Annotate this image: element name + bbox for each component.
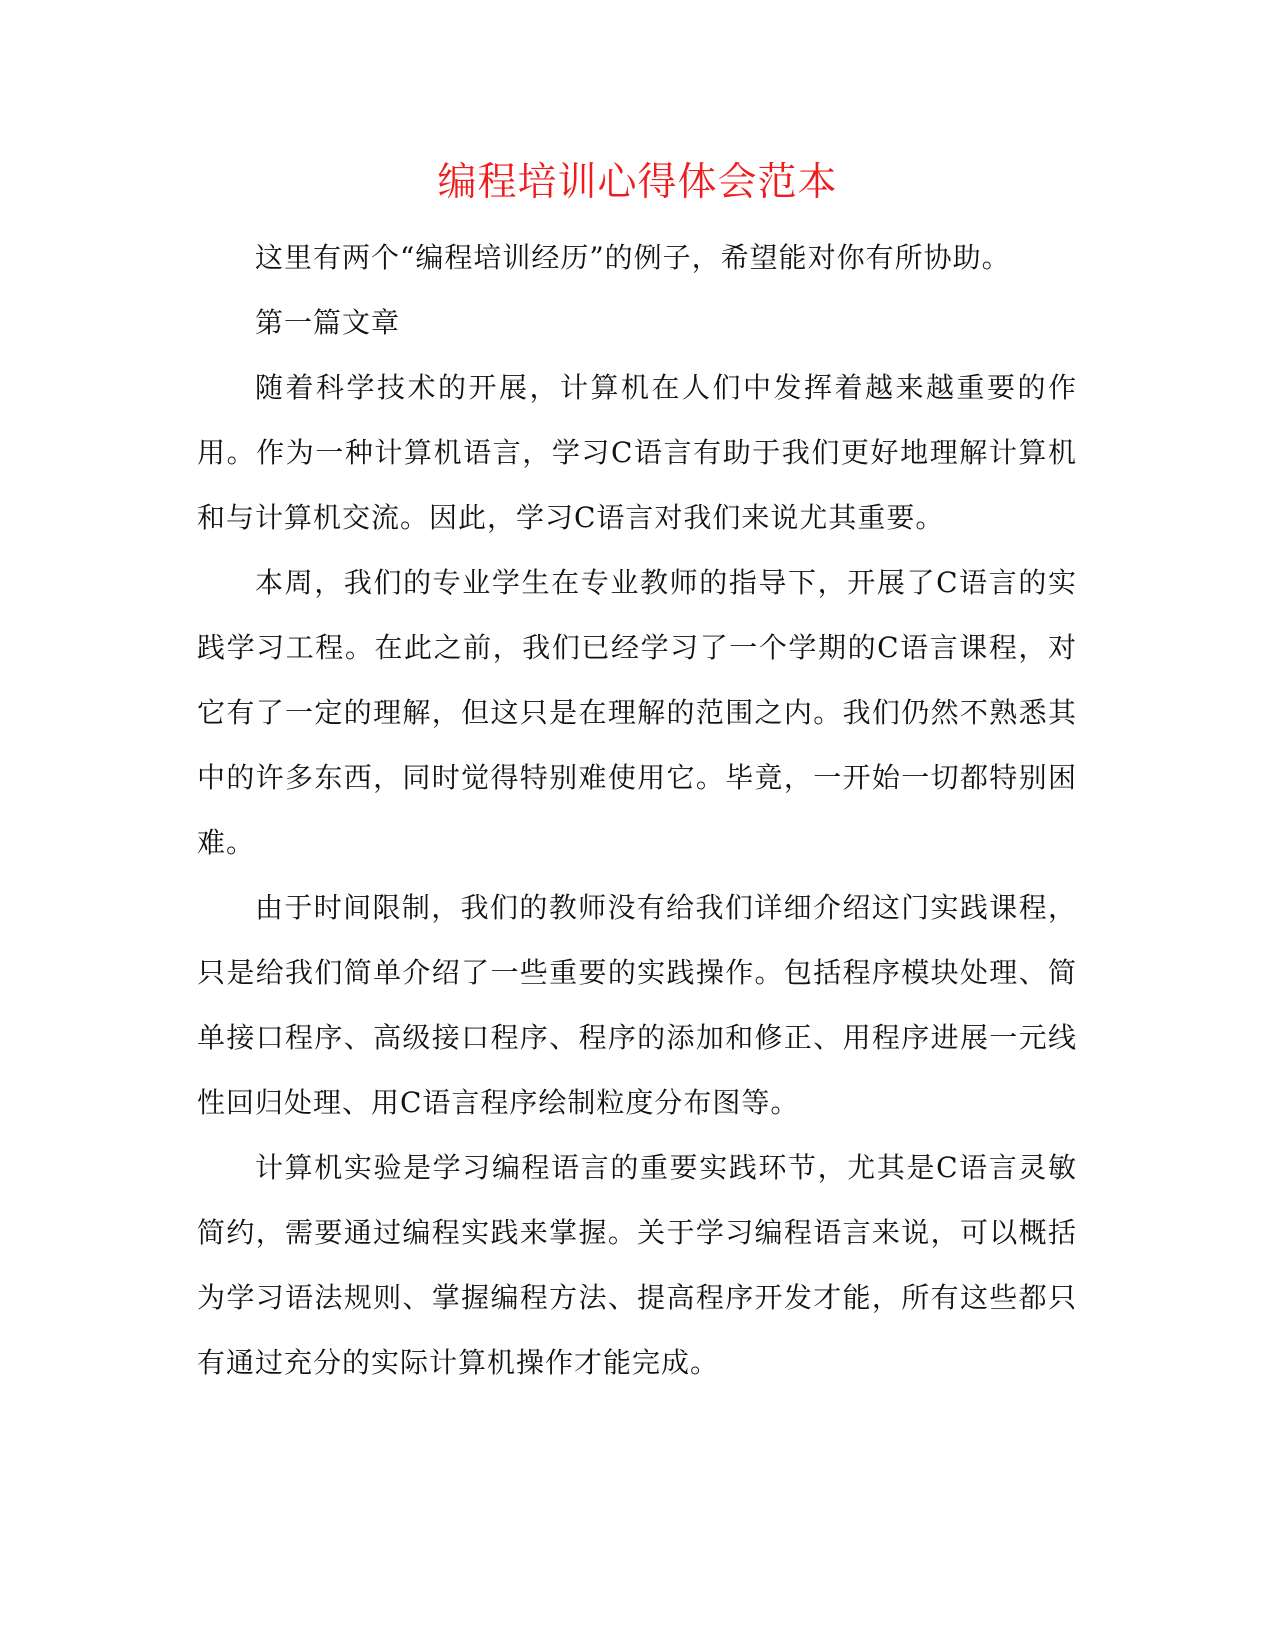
- document-title: 编程培训心得体会范本: [437, 160, 838, 205]
- section-heading: 第一篇文章: [255, 306, 401, 339]
- document-body: [197, 225, 1077, 1395]
- paragraph-intro: 这里有两个“编程培训经历”的例子，希望能对你有所协助。: [255, 241, 1011, 274]
- paragraph: 由于时间限制，我们的教师没有给我们详细介绍这门实践课程，只是给我们简单介绍了一些重要的实践操作。包括程序模块处理、简单接口程序、高级接口程序、程序的添加和修正、用程序进展一元线性回归处理、用C语言程序绘制粒度分布图等。: [197, 891, 1077, 1119]
- paragraph: 随着科学技术的开展，计算机在人们中发挥着越来越重要的作用。作为一种计算机语言，学习C语言有助于我们更好地理解计算机和与计算机交流。因此，学习C语言对我们来说尤其重要。: [197, 371, 1077, 534]
- paragraph: 计算机实验是学习编程语言的重要实践环节，尤其是C语言灵敏简约，需要通过编程实践来掌握。关于学习编程语言来说，可以概括为学习语法规则、掌握编程方法、提高程序开发才能，所有这些都只有通过充分的实际计算机操作才能完成。: [197, 1151, 1077, 1379]
- paragraph: 本周，我们的专业学生在专业教师的指导下，开展了C语言的实践学习工程。在此之前，我们已经学习了一个学期的C语言课程，对它有了一定的理解，但这只是在理解的范围之内。我们仍然不熟悉其中的许多东西，同时觉得特别难使用它。毕竟，一开始一切都特别困难。: [197, 566, 1077, 859]
